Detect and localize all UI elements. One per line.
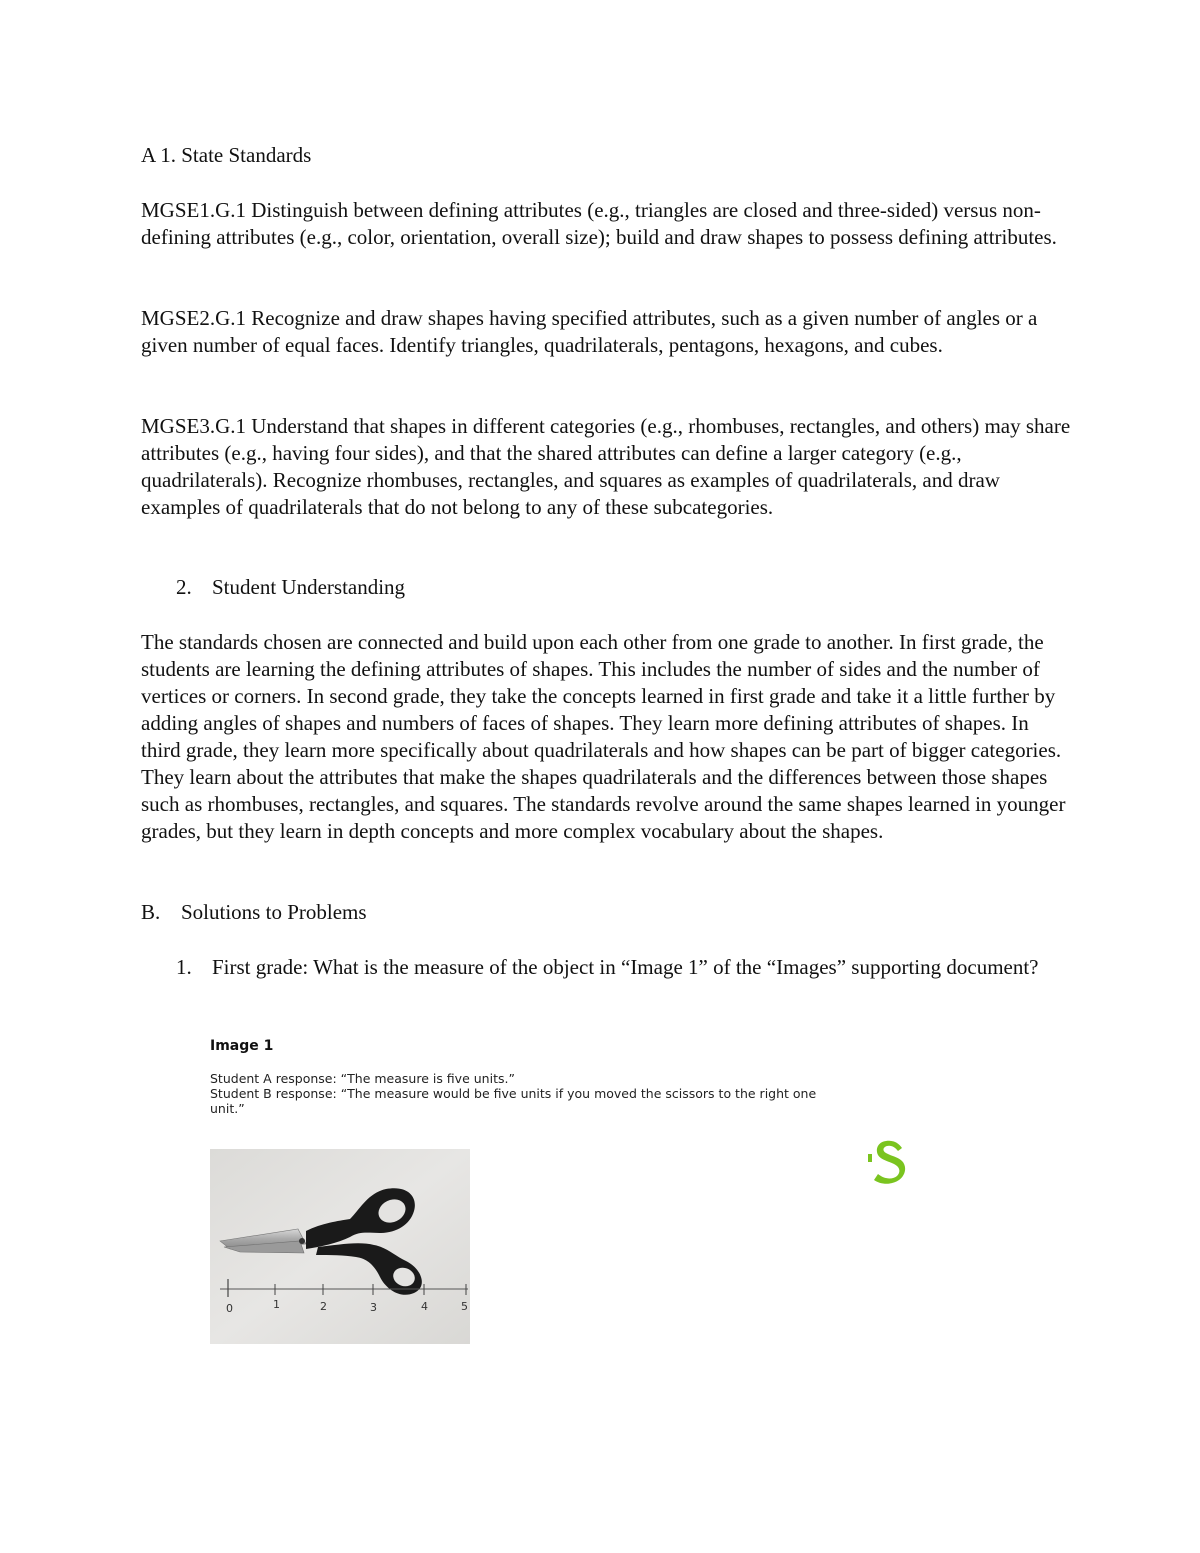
scissors-ruler-photo	[210, 1149, 470, 1344]
image-1-figure	[208, 1036, 828, 1346]
heading-label: Student Understanding	[212, 575, 406, 599]
green-logo-mark	[866, 1138, 910, 1184]
question-number: 1.	[176, 955, 192, 979]
heading-number: 2.	[176, 575, 192, 599]
heading-label: Solutions to Problems	[181, 900, 367, 924]
section-b-heading	[141, 899, 1071, 926]
student-understanding-heading	[176, 574, 1106, 601]
student-a-response: Student A response: “The measure is five units.”	[210, 1071, 515, 1086]
ruler-label-1: 1	[273, 1298, 280, 1311]
question-item	[176, 954, 1056, 981]
ruler-label-0: 0	[226, 1302, 233, 1315]
student-b-response: Student B response: “The measure would be five units if you moved the scissors to the right one unit.”	[210, 1086, 817, 1116]
standard-mgse2: MGSE2.G.1 Recognize and draw shapes having specified attributes, such as a given number of angles or a given number of equal faces. Identify triangles, quadrilaterals, pentagons, hexagons, and cubes.	[141, 306, 1038, 357]
ruler-label-5: 5	[461, 1300, 468, 1313]
image-title: Image 1	[210, 1038, 274, 1054]
standard-mgse3: MGSE3.G.1 Understand that shapes in different categories (e.g., rhombuses, rectangles, and others) may share attributes (e.g., having four sides), and that the shared attributes can define a larger category (e.g., quadrilaterals). Recognize rhombuses, rectangles, and squares as examples of quadrilaterals, and draw examples of quadrilaterals that do not belong to any of these subcategories.	[141, 414, 1071, 519]
ruler-label-4: 4	[421, 1300, 428, 1313]
question-text: First grade: What is the measure of the object in “Image 1” of the “Images” supporting document?	[212, 955, 1039, 979]
section-a-heading: A 1. State Standards	[141, 143, 312, 167]
ruler-label-2: 2	[320, 1300, 327, 1313]
student-understanding-paragraph: The standards chosen are connected and build upon each other from one grade to another. In first grade, the students are learning the defining attributes of shapes. This includes the number of sides and the number of vertices or corners. In second grade, they take the concepts learned in first grade and take it a little further by adding angles of shapes and numbers of faces of shapes. They learn more defining attributes of shapes. In third grade, they learn more specifically about quadrilaterals and how shapes can be part of bigger categories. They learn about the attributes that make the shapes quadrilaterals and the differences between those shapes such as rhombuses, rectangles, and squares. The standards revolve around the same shapes learned in younger grades, but they learn in depth concepts and more complex vocabulary about the shapes.	[141, 630, 1066, 843]
standard-mgse1: MGSE1.G.1 Distinguish between defining attributes (e.g., triangles are closed and three-sided) versus non-defining attributes (e.g., color, orientation, overall size); build and draw shapes to possess defining attributes.	[141, 198, 1057, 249]
ruler-label-3: 3	[370, 1301, 377, 1314]
heading-letter: B.	[141, 900, 161, 924]
